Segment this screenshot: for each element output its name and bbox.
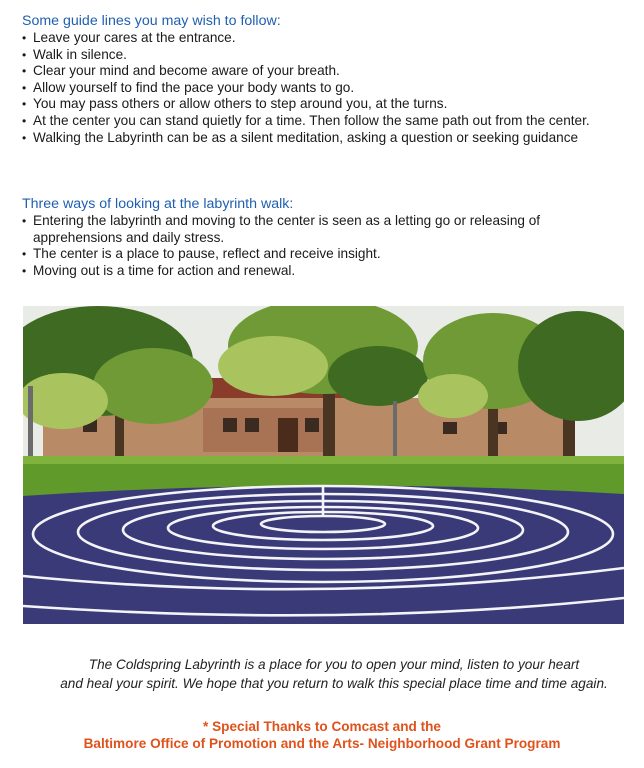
guideline-item: • Walk in silence. [22,47,628,64]
caption-line: The Coldspring Labyrinth is a place for you to open your mind, listen to your heart [88,657,580,672]
caption-line: and heal your spirit. We hope that you return to walk this special place time and time again. [60,676,608,691]
ways-heading: Three ways of looking at the labyrinth walk: [22,196,294,212]
guidelines-list [22,30,628,146]
guideline-item: • Clear your mind and become aware of your breath. [22,63,628,80]
guidelines-section [22,13,628,146]
guideline-item: • Walking the Labyrinth can be as a silent meditation, asking a question or seeking guidance [22,130,628,147]
guideline-item: • Allow yourself to find the pace your body wants to go. [22,80,628,97]
way-item: • The center is a place to pause, reflect and receive insight. [22,246,628,263]
thanks-line: Baltimore Office of Promotion and the Arts- Neighborhood Grant Program [83,736,561,751]
ways-section [22,196,628,279]
guideline-item: • At the center you can stand quietly for a time. Then follow the same path out from the center. [22,113,628,130]
special-thanks [22,718,622,752]
guidelines-heading: Some guide lines you may wish to follow: [22,13,281,29]
thanks-line: * Special Thanks to Comcast and the [203,719,441,734]
way-item: • Moving out is a time for action and renewal. [22,263,628,280]
ways-list [22,213,628,279]
labyrinth-photo [23,306,624,624]
way-item: • Entering the labyrinth and moving to the center is seen as a letting go or releasing of apprehensions and daily stress. [22,213,628,246]
labyrinth-illustration [23,306,624,624]
guideline-item: • You may pass others or allow others to step around you, at the turns. [22,96,628,113]
caption [40,655,628,693]
guideline-item: • Leave your cares at the entrance. [22,30,628,47]
